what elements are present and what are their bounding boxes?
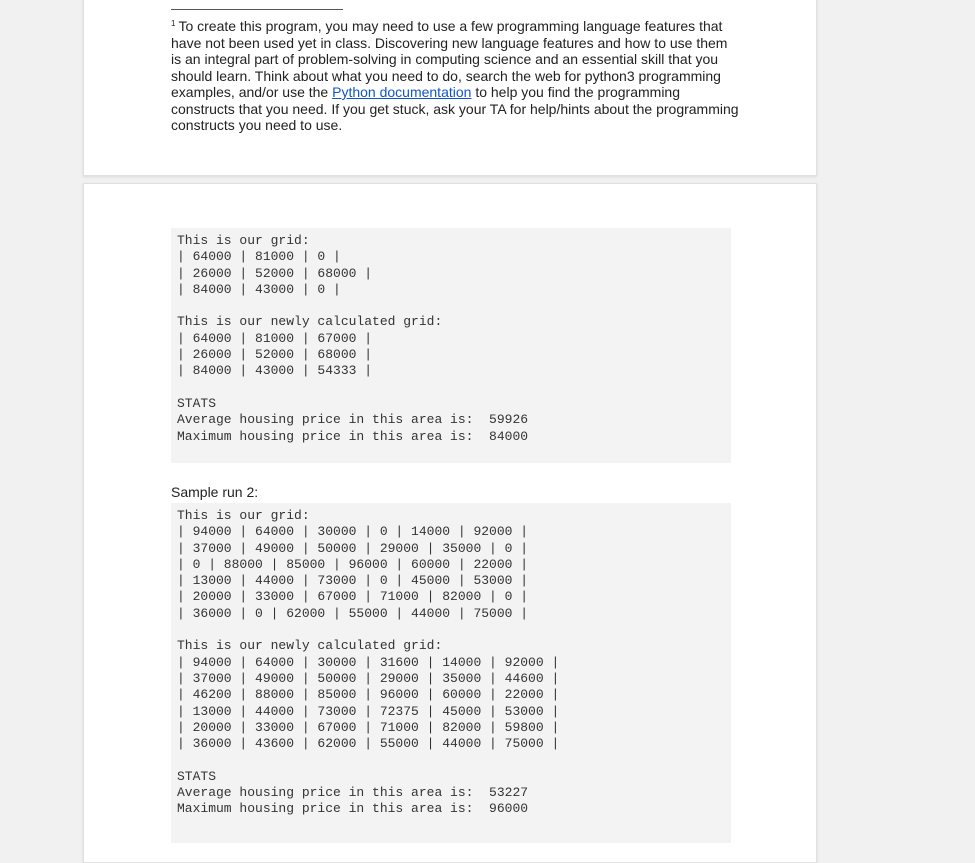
output-line: | 0 | 88000 | 85000 | 96000 | 60000 | 22000 | — [177, 556, 529, 572]
output-line: | 84000 | 43000 | 54333 | — [177, 363, 373, 379]
output-line: | 37000 | 49000 | 50000 | 29000 | 35000 | 44600 | — [177, 670, 560, 686]
output-line: | 26000 | 52000 | 68000 | — [177, 347, 373, 363]
footnote-text-end: to help you find the programming constructs that you need. If you get stuck, ask your TA for help/hints about the programming constructs you need to use. — [171, 84, 739, 133]
output-line: Maximum housing price in this area is: 84000 — [177, 428, 529, 444]
output-line: | 37000 | 49000 | 50000 | 29000 | 35000 | 0 | — [177, 540, 529, 556]
document-page-top — [83, 0, 817, 176]
output-line: Maximum housing price in this area is: 96000 — [177, 801, 529, 817]
output-line: | 46200 | 88000 | 85000 | 96000 | 60000 | 22000 | — [177, 687, 560, 703]
output-line — [177, 622, 725, 638]
sample-run-2-label: Sample run 2: — [171, 484, 259, 500]
output-line — [177, 752, 725, 768]
document-page-bottom — [83, 183, 817, 863]
output-line: | 13000 | 44000 | 73000 | 72375 | 45000 | 53000 | — [177, 703, 560, 719]
output-line: This is our grid: — [177, 508, 310, 523]
python-documentation-link[interactable]: Python documentation — [332, 84, 472, 100]
output-line: | 84000 | 43000 | 0 | — [177, 281, 341, 297]
output-line — [177, 298, 725, 314]
output-line: | 20000 | 33000 | 67000 | 71000 | 82000 | 59800 | — [177, 719, 560, 735]
output-line: Average housing price in this area is: 53227 — [177, 785, 529, 801]
output-line: This is our newly calculated grid: — [177, 314, 443, 330]
output-line: STATS — [177, 395, 217, 411]
footnote — [171, 16, 739, 134]
output-line: | 36000 | 43600 | 62000 | 55000 | 44000 | 75000 | — [177, 736, 560, 752]
output-line: Average housing price in this area is: 59926 — [177, 412, 529, 428]
output-line: | 36000 | 0 | 62000 | 55000 | 44000 | 75000 | — [177, 605, 529, 621]
output-line: This is our grid: — [177, 233, 310, 248]
output-line: STATS — [177, 768, 217, 784]
footnote-separator — [171, 9, 343, 10]
footnote-marker: 1 — [171, 19, 176, 28]
sample-run-1-output — [171, 228, 731, 463]
output-line: | 13000 | 44000 | 73000 | 0 | 45000 | 53000 | — [177, 573, 529, 589]
output-line: | 94000 | 64000 | 30000 | 0 | 14000 | 92000 | — [177, 524, 529, 540]
output-line — [177, 380, 725, 396]
output-line: | 26000 | 52000 | 68000 | — [177, 265, 373, 281]
footnote-text-start: To create this program, you may need to use a few programming language features that have not been used yet in class. Discovering new language features and how to use them is an integral part of problem-solving in computing science and an essential skill that you should learn. Think about what you need to do, search the web for python3 programming examples, and/or use the — [171, 18, 728, 100]
sample-run-2-output — [171, 503, 731, 843]
output-line: | 64000 | 81000 | 0 | — [177, 249, 341, 265]
output-line: | 64000 | 81000 | 67000 | — [177, 330, 373, 346]
output-line: | 94000 | 64000 | 30000 | 31600 | 14000 | 92000 | — [177, 654, 560, 670]
output-line: This is our newly calculated grid: — [177, 638, 443, 654]
output-line: | 20000 | 33000 | 67000 | 71000 | 82000 | 0 | — [177, 589, 529, 605]
